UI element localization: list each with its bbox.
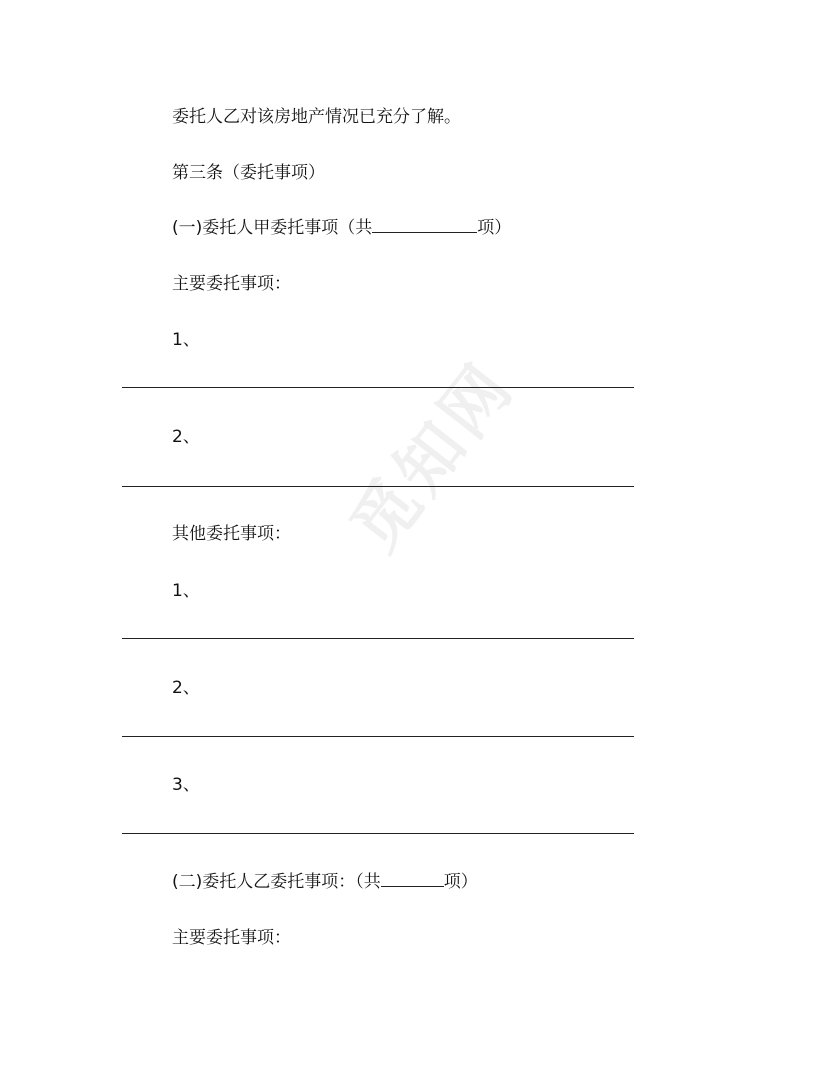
other-items-label: 其他委托事项： (172, 524, 291, 544)
party-b-prefix: (二)委托人乙委托事项：（共 (172, 872, 381, 892)
party-b-suffix: 项） (443, 872, 478, 892)
party-b-items-heading (172, 871, 478, 893)
main-item-2-fill-line (122, 486, 634, 487)
article-3-heading: 第三条（委托事项） (172, 163, 325, 183)
watermark: 觅知网 (335, 347, 530, 566)
main-item-1-number: 1、 (172, 330, 200, 350)
paragraph-understanding: 委托人乙对该房地产情况已充分了解。 (172, 107, 461, 127)
party-a-suffix: 项） (477, 218, 512, 238)
other-item-3-number: 3、 (172, 775, 200, 795)
party-a-count-blank (372, 218, 477, 233)
other-item-2-number: 2、 (172, 678, 200, 698)
main-item-1-fill-line (122, 387, 634, 388)
other-item-1-fill-line (122, 638, 634, 639)
main-items-label-a: 主要委托事项： (172, 274, 291, 294)
other-item-1-number: 1、 (172, 581, 200, 601)
party-a-prefix: (一)委托人甲委托事项（共 (172, 218, 373, 238)
main-items-label-b: 主要委托事项： (172, 928, 291, 948)
main-item-2-number: 2、 (172, 427, 200, 447)
other-item-2-fill-line (122, 736, 634, 737)
party-a-items-heading (172, 217, 511, 239)
party-b-count-blank (381, 872, 444, 887)
other-item-3-fill-line (122, 833, 634, 834)
